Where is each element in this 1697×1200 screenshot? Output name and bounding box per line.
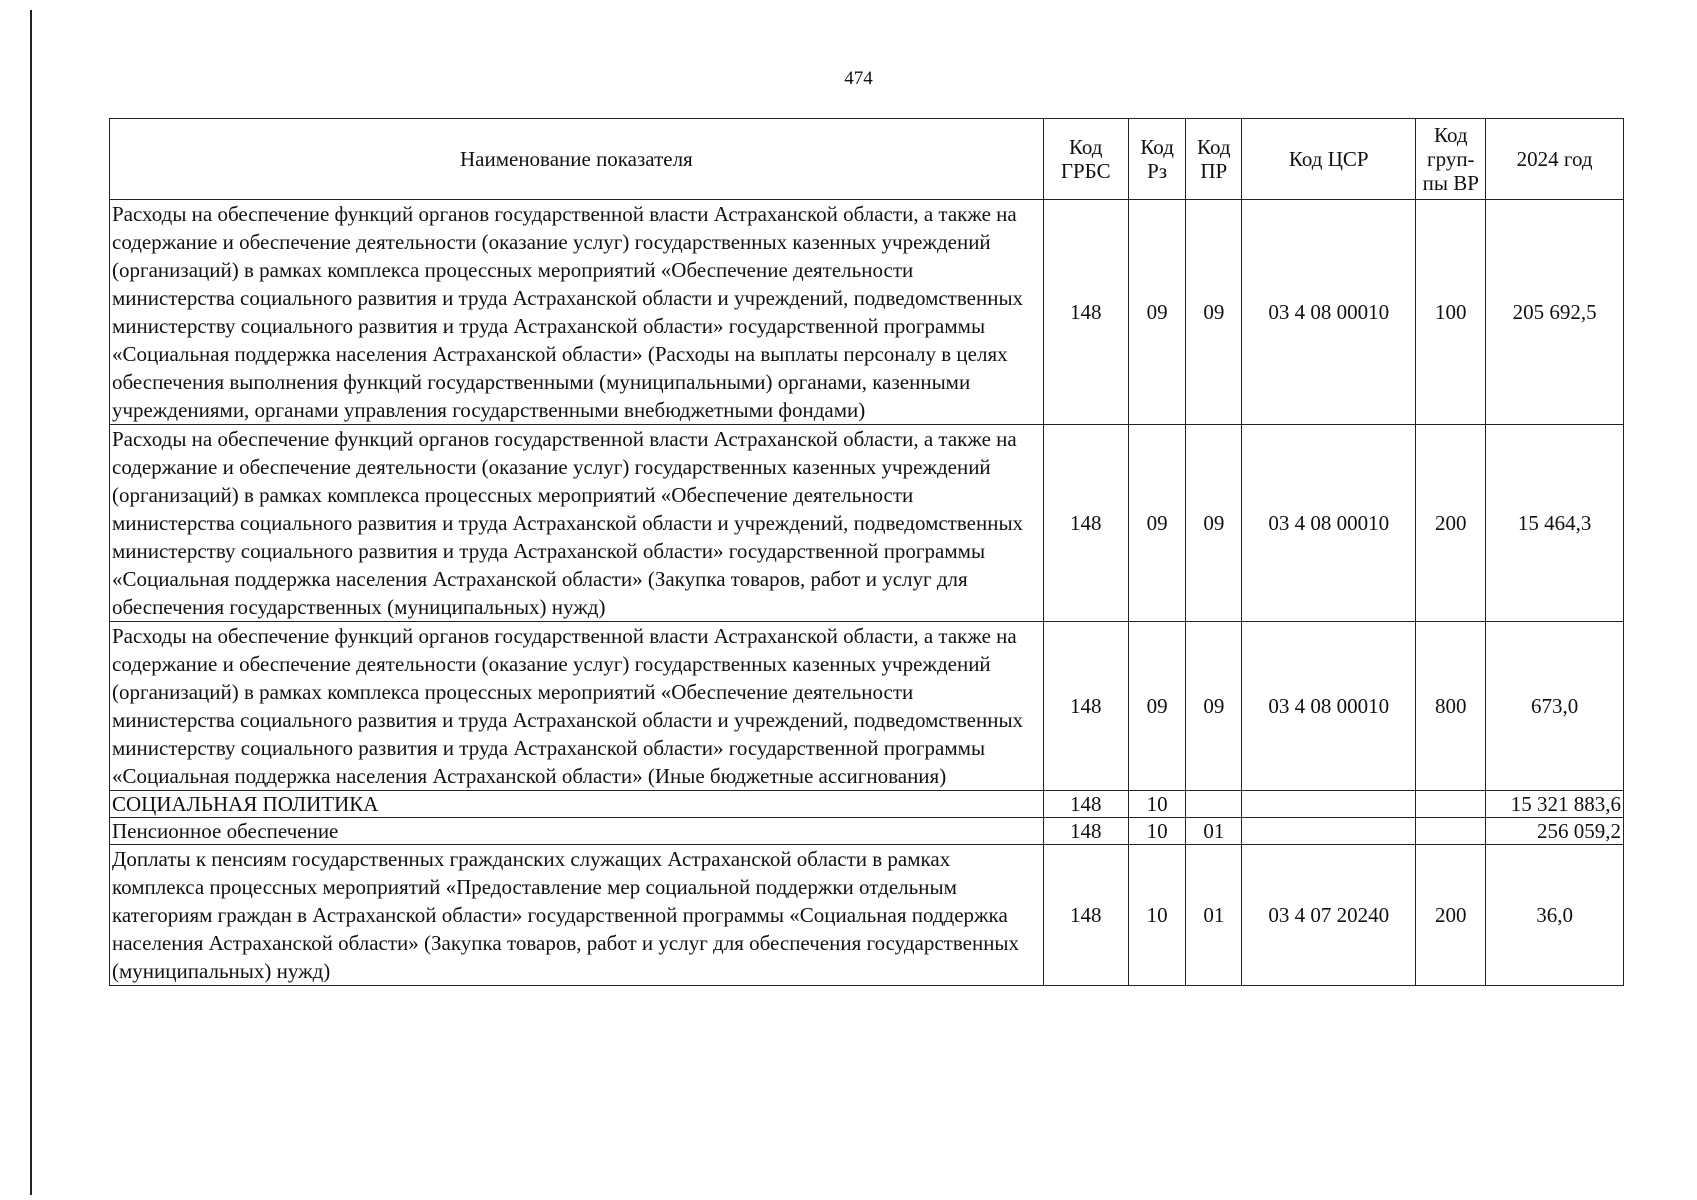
table-header-row bbox=[110, 119, 1624, 200]
row-vr: 200 bbox=[1416, 845, 1486, 986]
row-amount: 205 692,5 bbox=[1486, 200, 1624, 425]
row-amount: 673,0 bbox=[1486, 622, 1624, 791]
row-name: Расходы на обеспечение функций органов государственной власти Астраханской области, а также на содержание и обеспечение деятельности (оказание услуг) государственных казенных учреждений (организаций) в рамках комплекса процессных мероприятий «Обеспечение деятельности министерства социального развития и труда Астраханской области и учреждений, подведомственных министерству социального развития и труда Астраханской области» государственной программы «Социальная поддержка населения Астраханской области» (Иные бюджетные ассигнования) bbox=[110, 622, 1044, 791]
row-grbs: 148 bbox=[1043, 845, 1128, 986]
row-amount: 15 321 883,6 bbox=[1486, 791, 1624, 818]
row-rz: 10 bbox=[1128, 818, 1186, 845]
row-csr: 03 4 08 00010 bbox=[1242, 425, 1416, 622]
row-name: Доплаты к пенсиям государственных гражданских служащих Астраханской области в рамках комплекса процессных мероприятий «Предоставление мер социальной поддержки отдельным категориям граждан в Астраханской области» государственной программы «Социальная поддержка населения Астраханской области» (Закупка товаров, работ и услуг для обеспечения государственных (муниципальных) нужд) bbox=[110, 845, 1044, 986]
row-csr: 03 4 08 00010 bbox=[1242, 200, 1416, 425]
row-csr: 03 4 07 20240 bbox=[1242, 845, 1416, 986]
header-year: 2024 год bbox=[1486, 119, 1624, 200]
row-rz: 10 bbox=[1128, 845, 1186, 986]
row-rz: 09 bbox=[1128, 622, 1186, 791]
row-pr: 09 bbox=[1186, 622, 1242, 791]
header-grbs: Код ГРБС bbox=[1043, 119, 1128, 200]
table-row bbox=[110, 622, 1624, 791]
row-vr: 800 bbox=[1416, 622, 1486, 791]
header-name: Наименование показателя bbox=[110, 119, 1044, 200]
row-pr: 09 bbox=[1186, 200, 1242, 425]
row-vr bbox=[1416, 818, 1486, 845]
row-grbs: 148 bbox=[1043, 425, 1128, 622]
row-rz: 09 bbox=[1128, 200, 1186, 425]
row-pr: 09 bbox=[1186, 425, 1242, 622]
left-margin-rule bbox=[30, 10, 32, 1195]
table-row-section bbox=[110, 791, 1624, 818]
row-name: Расходы на обеспечение функций органов государственной власти Астраханской области, а также на содержание и обеспечение деятельности (оказание услуг) государственных казенных учреждений (организаций) в рамках комплекса процессных мероприятий «Обеспечение деятельности министерства социального развития и труда Астраханской области и учреждений, подведомственных министерству социального развития и труда Астраханской области» государственной программы «Социальная поддержка населения Астраханской области» (Закупка товаров, работ и услуг для обеспечения государственных (муниципальных) нужд) bbox=[110, 425, 1044, 622]
header-rz: Код Рз bbox=[1128, 119, 1186, 200]
row-amount: 36,0 bbox=[1486, 845, 1624, 986]
budget-table bbox=[109, 118, 1624, 986]
row-grbs: 148 bbox=[1043, 622, 1128, 791]
row-name: Пенсионное обеспечение bbox=[110, 818, 1044, 845]
row-pr bbox=[1186, 791, 1242, 818]
table-row bbox=[110, 425, 1624, 622]
row-vr: 200 bbox=[1416, 425, 1486, 622]
header-vr: Код груп-пы ВР bbox=[1416, 119, 1486, 200]
row-amount: 15 464,3 bbox=[1486, 425, 1624, 622]
row-vr bbox=[1416, 791, 1486, 818]
row-pr: 01 bbox=[1186, 818, 1242, 845]
header-pr: Код ПР bbox=[1186, 119, 1242, 200]
row-rz: 09 bbox=[1128, 425, 1186, 622]
row-rz: 10 bbox=[1128, 791, 1186, 818]
row-pr: 01 bbox=[1186, 845, 1242, 986]
page-number: 474 bbox=[844, 68, 873, 89]
table-row bbox=[110, 845, 1624, 986]
row-csr: 03 4 08 00010 bbox=[1242, 622, 1416, 791]
table-row bbox=[110, 200, 1624, 425]
row-csr bbox=[1242, 791, 1416, 818]
row-amount: 256 059,2 bbox=[1486, 818, 1624, 845]
row-grbs: 148 bbox=[1043, 818, 1128, 845]
row-csr bbox=[1242, 818, 1416, 845]
table-row-subsection bbox=[110, 818, 1624, 845]
row-vr: 100 bbox=[1416, 200, 1486, 425]
row-name: СОЦИАЛЬНАЯ ПОЛИТИКА bbox=[110, 791, 1044, 818]
row-grbs: 148 bbox=[1043, 791, 1128, 818]
row-grbs: 148 bbox=[1043, 200, 1128, 425]
row-name: Расходы на обеспечение функций органов государственной власти Астраханской области, а также на содержание и обеспечение деятельности (оказание услуг) государственных казенных учреждений (организаций) в рамках комплекса процессных мероприятий «Обеспечение деятельности министерства социального развития и труда Астраханской области и учреждений, подведомственных министерству социального развития и труда Астраханской области» государственной программы «Социальная поддержка населения Астраханской области» (Расходы на выплаты персоналу в целях обеспечения выполнения функций государственными (муниципальными) органами, казенными учреждениями, органами управления государственными внебюджетными фондами) bbox=[110, 200, 1044, 425]
header-csr: Код ЦСР bbox=[1242, 119, 1416, 200]
